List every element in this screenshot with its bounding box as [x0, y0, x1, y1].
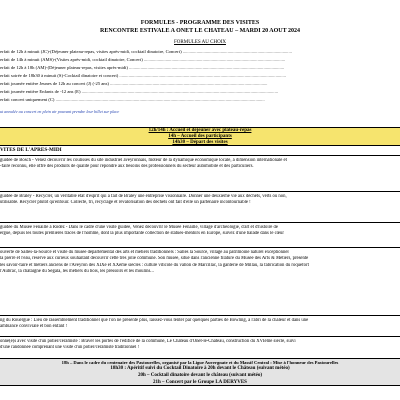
visit-line: guidée de Bosch - Venez découvrir les coulisses du site industriel aveyronnais, moteur de la dynamique économique locale, à dimension internationale et [0, 158, 287, 163]
evening-box [0, 358, 400, 386]
divider [0, 222, 400, 223]
visit-line: ng du Rouergue : Lieu de rassemblement traditionnel que l'on ne présente plus, laissez-vous tenter par quelques parties de Bowling, à l'abri de la chaleur et dans une [0, 318, 309, 323]
formula-line: erfait journée entière Enfants de -12 ans (E) ........................................................................................................................................................................... [0, 89, 279, 94]
visit-line: ambiance conviviale et bon enfant ! [0, 324, 68, 330]
section-heading: VITES DE L'APRES-MIDI [0, 147, 62, 153]
divider [0, 155, 400, 156]
schedule-row: 14h – Accueil des participants [168, 134, 232, 139]
visit-line: -faire reconnu, elle offre des produits de qualité pour répondre aux besoins des professionnels du secteur automobile et des particuliers. [0, 164, 254, 170]
evening-row: 18h – Dans le cadre du centenaire des Pastourelles, organisé par la Ligue Auvergnate et du Massif Central : Mise à l'honneur des Pastourelles [61, 360, 339, 365]
formula-line: erfait concert uniquement (C) ...................................................................................................................................................................................... [0, 97, 265, 102]
visit-musee-fenaille [0, 225, 400, 239]
choice-heading: FORMULES AU CHOIX [174, 40, 226, 45]
visit-line: l'Aubrac, la châtaigne du Ségala, les métiers du bois, les pressoirs et les moulins... [0, 269, 154, 275]
visit-line: la pierre et l'eau, réserve aux curieux souhaitant découvrir cette très jolie commune. Son musée, situé dans l'ancienne filature du Musée des Arts & Métiers, présente [0, 256, 309, 262]
visit-line: ouverte de Salles-la-Source et visite du musée départemental des arts et métiers traditionnels : Salles la Source, village au patrimoine naturel exceptionnel [0, 250, 289, 255]
note-text: ut annulée au concert en plein air pouvant prendre leur billet sur place [0, 109, 120, 114]
divider [0, 336, 400, 337]
evening-row: 18h30 : Apéritif suivi du Cocktail Dinatoire à 20h devant le Château (suivant météo) [110, 366, 290, 371]
visit-line: guidée du Musée Fenaille à Rodez - Dans le cadre d'une visite guidée, Venez découvrir le Musée Fenaille, village d'archéologie, d'art et d'histoire de [0, 225, 278, 230]
formula-line: erfait soirée de 18h30 à minuit (S)-Cocktail dinatoire et concert) ................................................................................................................................................. [0, 73, 286, 78]
formula-line: erfait de 14h à minuit (AMS)-(Visites après-midi, cocktail dinatoire, Concert) ........................................................................................................................... [0, 57, 286, 62]
formula-line: erfait de 12h à 18h (AM)-(Déjeuner plateau-repas, visites après-midi) ....................................................................................................................................... [0, 65, 285, 70]
visit-potier [0, 339, 400, 353]
visit-braley [0, 194, 400, 208]
visit-line: guidée de Braley - Recycler, un véritable état d'esprit qui a fait de Braley une entreprise visionnaire. Donner une deuxième vie aux déchets, verts ou non, [0, 194, 287, 199]
evening-row: 21h – Concert par le Groupe LA DERYVES [153, 380, 247, 385]
visit-line: les savoir-faire et métiers anciens de l'Aveyron des XIXe et XXème siècles : culture viticole du vallon de Marcillac, la ganterie de Millau, la fabrication du roquefort [0, 262, 309, 268]
divider [0, 247, 400, 248]
visit-bosch [0, 158, 400, 172]
visit-line: onné(e)s avec visite d'un potier/céramiste : Braver les portes de l'édifice de la commune, Le Château d'Onet-le-Château, construction du XVIème siècle, suivi [0, 339, 296, 344]
visit-line: ergue, depuis les toutes premières traces de l'homme, dont la plus importante collection de statues-menhirs en Europe, suivez d'une balade dans le cœur [0, 231, 284, 237]
formula-line: erfait de 12h à minuit (JC)-(Déjeuner plateau-repas, visites après-midi, cocktail dinatoire, Concert) ............................................................................................... [0, 49, 292, 54]
visit-line: d'une randonnée comprenant une visite d'un potier/céramiste traditionnel ! [0, 345, 140, 351]
visit-bowling [0, 318, 400, 332]
visit-salles-la-source [0, 250, 400, 277]
schedule-box [0, 127, 400, 146]
evening-row: 20h – Cocktail dinatoire devant le château (suivant météo) [137, 373, 263, 378]
schedule-row: 12h/14h : Accueil et déjeuner avec plateau-repas [148, 128, 252, 133]
visit-line: utilisable. Recycler plutôt qu'enfouir. Collecte, tri, recyclage et revalorisation des déchets ont fait d'elle un partenaire incontournable ! [0, 200, 251, 206]
divider [0, 191, 400, 192]
document-subtitle: RENCONTRE ESTIVALE A ONET LE CHATEAU – MARDI 20 AOUT 2024 [100, 28, 300, 34]
divider [0, 315, 400, 316]
document-title: FORMULES - PROGRAMME DES VISITES [140, 20, 260, 26]
formula-line: erfait journée entière Jeunes de 12h au concert (J) (-25 ans) ......................................................................................................................................... [0, 81, 268, 86]
schedule-row: 14h30 – Départ des visites [172, 140, 228, 145]
